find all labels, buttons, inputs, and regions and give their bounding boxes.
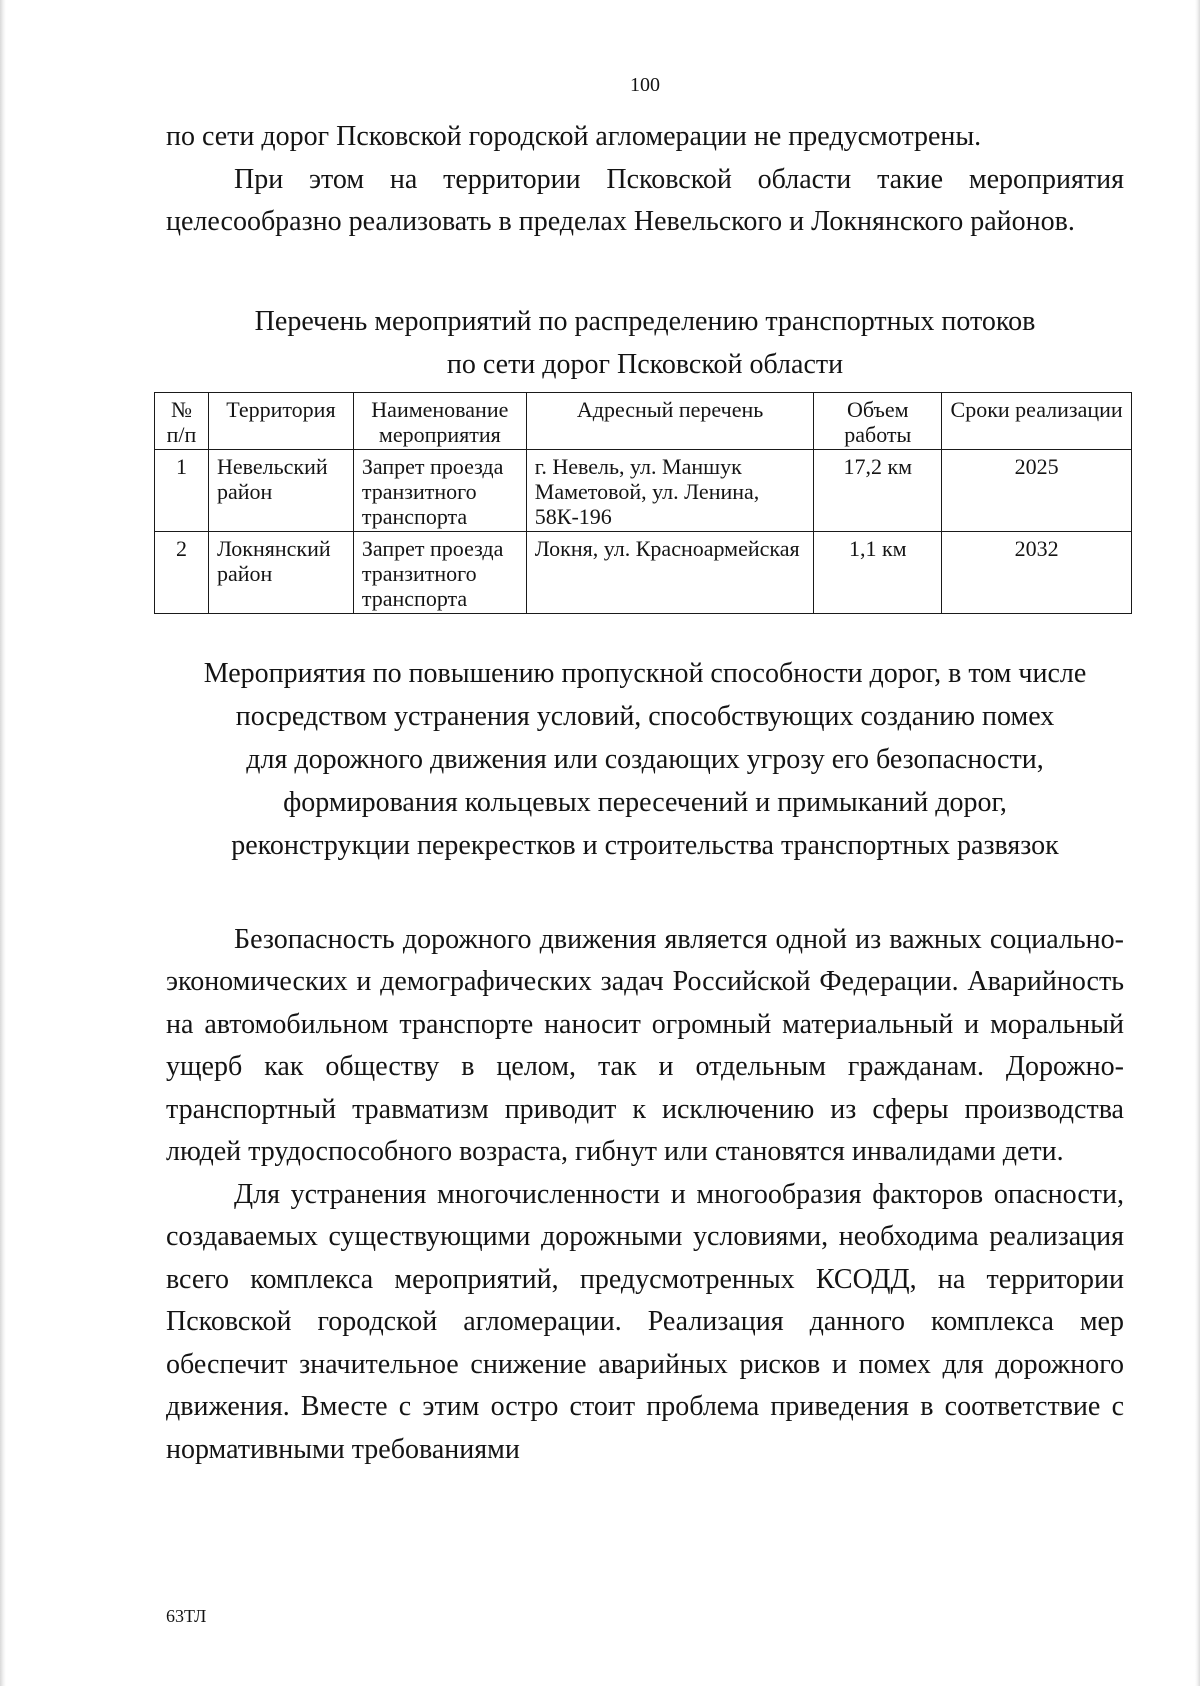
header-work-volume: Объем работы — [814, 392, 942, 449]
cell-measure-name: Запрет проезда транзитного транспорта — [353, 531, 526, 613]
header-number: № п/п — [155, 392, 209, 449]
header-territory: Территория — [208, 392, 353, 449]
paragraph-continuation: по сети дорог Псковской городской агломерации не предусмотрены. — [166, 121, 982, 152]
cell-territory: Локнянский район — [208, 531, 353, 613]
section-heading — [166, 652, 1124, 867]
page-content — [166, 116, 1124, 1471]
cell-number: 1 — [155, 449, 209, 531]
section-heading-line: реконструкции перекрестков и строительства транспортных развязок — [231, 829, 1059, 861]
table-header-row — [155, 392, 1132, 449]
scan-edge-right — [1195, 0, 1200, 1686]
header-measure-name: Наименование мероприятия — [353, 392, 526, 449]
section-heading-line: Мероприятия по повышению пропускной способности дорог, в том числе — [203, 657, 1087, 689]
page-number: 100 — [630, 74, 660, 96]
paragraph-measures-complex: Для устранения многочисленности и многообразия факторов опасности, создаваемых существующими дорожными условиями, необходима реализация всего комплекса мероприятий, предусмотренных КСОДД, на территории Псковской городской агломерации. Реализация данного комплекса мер обеспечит значительное снижение аварийных рисков и помех для дорожного движения. Вместе с этим остро стоит проблема приведения в соответствие с нормативными требованиями — [166, 1178, 1124, 1465]
cell-work-volume: 1,1 км — [814, 531, 942, 613]
section-heading-line: формирования кольцевых пересечений и примыканий дорог, — [283, 786, 1007, 818]
paragraph-road-safety: Безопасность дорожного движения является одной из важных социально-экономических и демографических задач Российской Федерации. Аварийность на автомобильном транспорте наносит огромный материальный и моральный ущерб как обществу в целом, так и отдельным гражданам. Дорожно-транспортный травматизм приводит к исключению из сферы производства людей трудоспособного возраста, гибнут или становятся инвалидами дети. — [166, 923, 1124, 1167]
table-title-line: Перечень мероприятий по распределению транспортных потоков — [254, 305, 1036, 337]
cell-measure-name: Запрет проезда транзитного транспорта — [353, 449, 526, 531]
paragraph-regions: При этом на территории Псковской области такие мероприятия целесообразно реализовать в пределах Невельского и Локнянского районов. — [166, 163, 1124, 237]
measures-table — [154, 392, 1132, 614]
table-title — [166, 300, 1124, 386]
cell-work-volume: 17,2 км — [814, 449, 942, 531]
table-title-line: по сети дорог Псковской области — [446, 348, 844, 380]
header-address-list: Адресный перечень — [526, 392, 814, 449]
section-heading-line: посредством устранения условий, способствующих созданию помех — [235, 700, 1055, 732]
cell-address-list: г. Невель, ул. Маншук Маметовой, ул. Ленина, 58К-196 — [526, 449, 814, 531]
cell-number: 2 — [155, 531, 209, 613]
scan-edge-left — [0, 0, 6, 1686]
footer-document-code: 63ТЛ — [166, 1606, 207, 1626]
section-heading-line: для дорожного движения или создающих угрозу его безопасности, — [246, 743, 1044, 775]
cell-territory: Невельский район — [208, 449, 353, 531]
table-row — [155, 449, 1132, 531]
cell-implementation-term: 2025 — [942, 449, 1132, 531]
cell-address-list: Локня, ул. Красноармейская — [526, 531, 814, 613]
table-row — [155, 531, 1132, 613]
header-implementation-term: Сроки реализации — [942, 392, 1132, 449]
cell-implementation-term: 2032 — [942, 531, 1132, 613]
